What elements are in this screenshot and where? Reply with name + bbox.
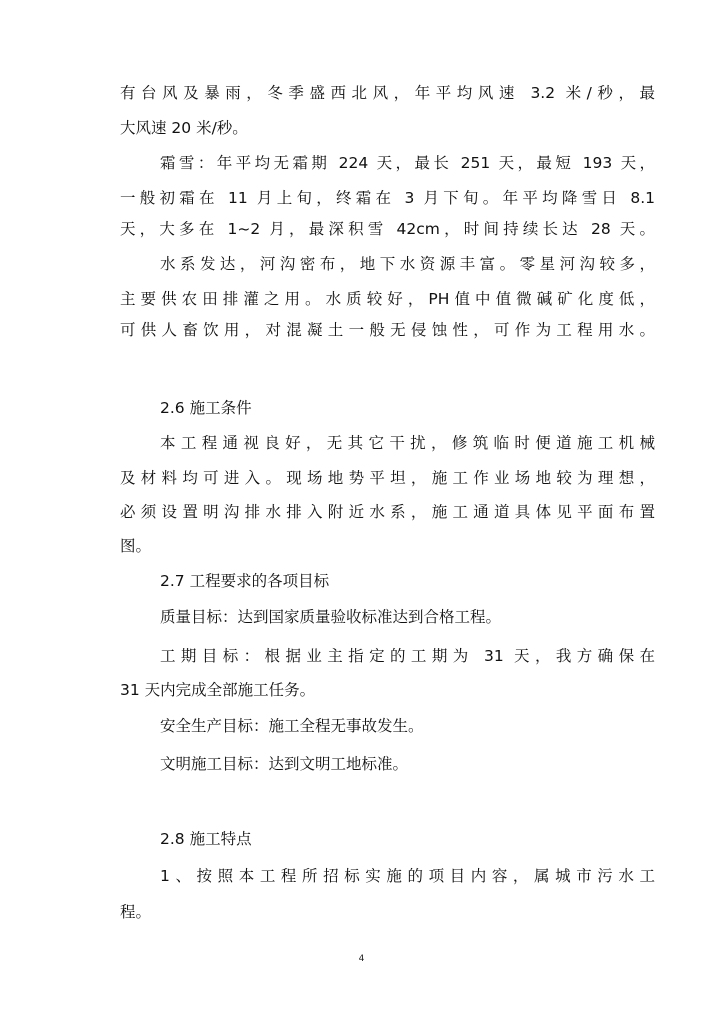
features-item-1-line-1: 1、按照本工程所招标实施的项目内容，属城市污水工	[160, 867, 655, 885]
paragraph-water-line-3: 可供人畜饮用，对混凝土一般无侵蚀性，可作为工程用水。	[120, 321, 655, 339]
quality-target: 质量目标：达到国家质量验收标准达到合格工程。	[160, 608, 502, 626]
section-heading-2-7: 2.7 工程要求的各项目标	[160, 572, 330, 590]
section-heading-2-6: 2.6 施工条件	[160, 399, 252, 417]
paragraph-climate-line-2: 大风速 20 米/秒。	[120, 119, 248, 137]
schedule-target-line-1: 工期目标：根据业主指定的工期为 31 天，我方确保在	[160, 647, 655, 665]
paragraph-climate-line-1: 有台风及暴雨，冬季盛西北风，年平均风速 3.2 米/秒，最	[120, 84, 655, 102]
paragraph-conditions-line-2: 及材料均可进入。现场地势平坦，施工作业场地较为理想，	[120, 469, 655, 487]
civilized-construction-target: 文明施工目标：达到文明工地标准。	[160, 755, 409, 773]
page-number: 4	[358, 954, 365, 964]
paragraph-frost-line-1: 霜雪：年平均无霜期 224 天，最长 251 天，最短 193 天，	[160, 154, 655, 172]
paragraph-conditions-line-4: 图。	[120, 537, 152, 555]
safety-target: 安全生产目标：施工全程无事故发生。	[160, 717, 424, 735]
schedule-target-line-2: 31 天内完成全部施工任务。	[120, 681, 316, 699]
paragraph-conditions-line-1: 本工程通视良好，无其它干扰，修筑临时便道施工机械	[160, 434, 655, 452]
paragraph-conditions-line-3: 必须设置明沟排水排入附近水系，施工通道具体见平面布置	[120, 503, 655, 521]
paragraph-frost-line-3: 天，大多在 1~2 月，最深积雪 42cm，时间持续长达 28 天。	[120, 220, 655, 238]
features-item-1-line-2: 程。	[120, 903, 152, 921]
section-heading-2-8: 2.8 施工特点	[160, 830, 252, 848]
paragraph-water-line-1: 水系发达，河沟密布，地下水资源丰富。零星河沟较多，	[160, 255, 655, 273]
paragraph-frost-line-2: 一般初霜在 11 月上旬，终霜在 3 月下旬。年平均降雪日 8.1	[120, 189, 655, 207]
paragraph-water-line-2: 主要供农田排灌之用。水质较好，PH值中值微碱矿化度低，	[120, 290, 655, 308]
